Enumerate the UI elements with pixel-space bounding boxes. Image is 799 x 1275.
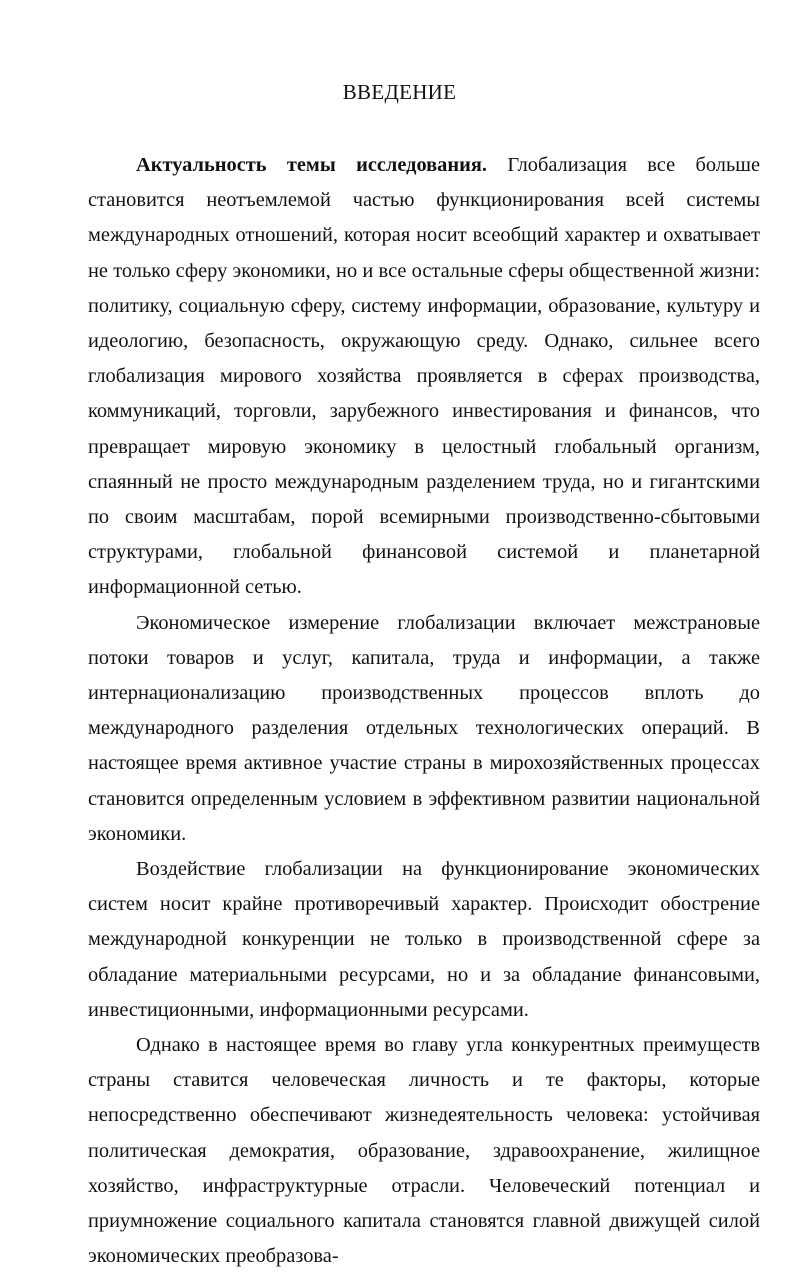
paragraph-lead: Актуальность темы исследования. — [136, 154, 487, 176]
paragraph-text: Глобализация все больше становится неотъемлемой частью функционирования всей системы международных отношений, которая носит всеобщий характер и охватывает не только сферу экономики, но и все остальные сферы общественной жизни: политику, социальную сферу, систему информации, образование, культуру и идеологию, безопасность, окружающую среду. Однако, сильнее всего глобализация мирового хозяйства проявляется в сферах производства, коммуникаций, торговли, зарубежного инвестирования и финансов, что превращает мировую экономику в целостный глобальный организм, спаянный не просто международным разделением труда, но и гигантскими по своим масштабам, порой всемирными производственно-сбытовыми структурами, глобальной финансовой системой и планетарной информационной сетью. — [88, 154, 760, 599]
page-title: ВВЕДЕНИЕ — [342, 80, 457, 104]
paragraph-relevance — [88, 148, 760, 606]
paragraph-globalization-impact: Воздействие глобализации на функционирование экономических систем носит крайне противоречивый характер. Происходит обострение международной конкуренции не только в производственной сфере за обладание материальными ресурсами, но и за обладание финансовыми, инвестиционными, информационными ресурсами. — [88, 858, 760, 1021]
document-body — [88, 148, 760, 1275]
paragraph-economic-dimension: Экономическое измерение глобализации включает межстрановые потоки товаров и услуг, капитала, труда и информации, а также интернационализацию производственных процессов вплоть до международного разделения отдельных технологических операций. В настоящее время активное участие страны в мирохозяйственных процессах становится определенным условием в эффективном развитии национальной экономики. — [88, 611, 760, 845]
paragraph-human-potential: Однако в настоящее время во главу угла конкурентных преимуществ страны ставится человеческая личность и те факторы, которые непосредственно обеспечивают жизнедеятельность человека: устойчивая политическая демократия, образование, здравоохранение, жилищное хозяйство, инфраструктурные отрасли. Человеческий потенциал и приумножение социального капитала становятся главной движущей силой экономических преобразова- — [88, 1034, 760, 1268]
